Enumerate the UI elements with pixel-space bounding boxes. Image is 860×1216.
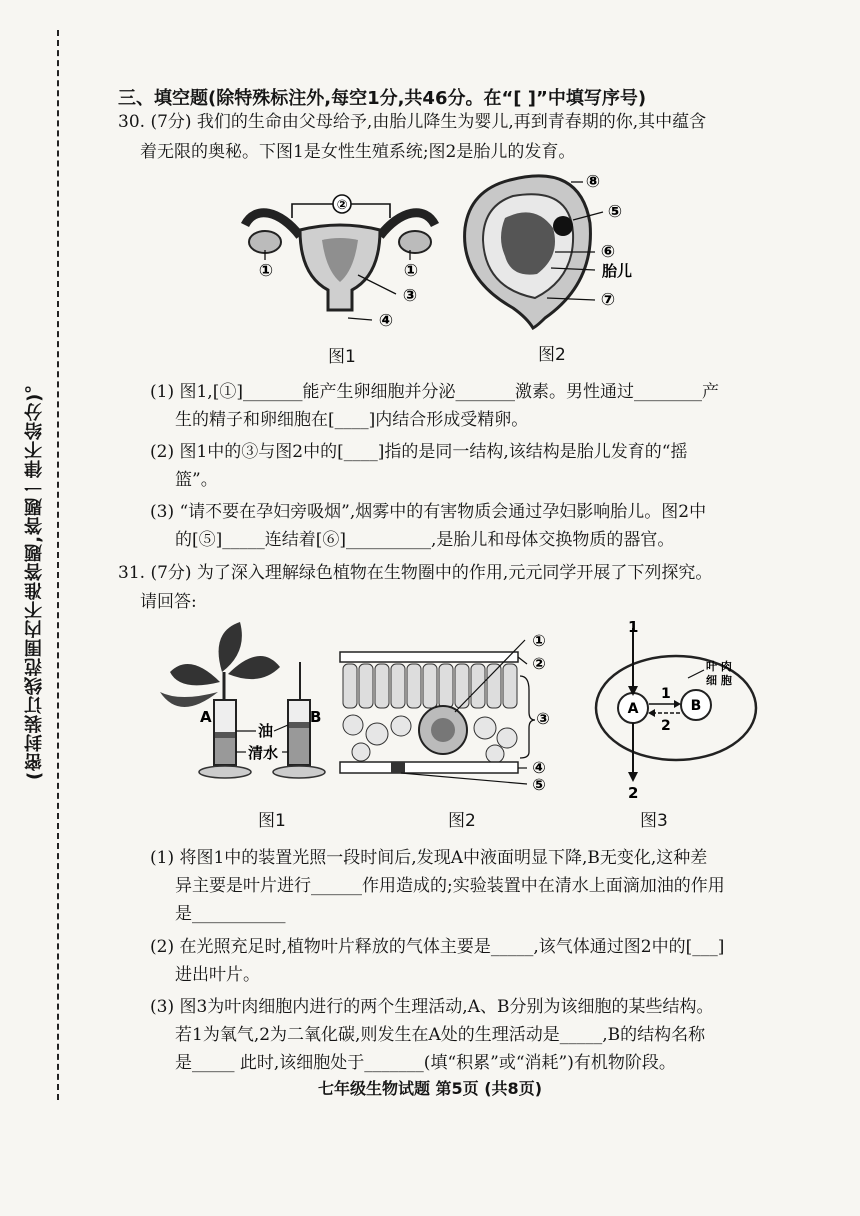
fig1-left-ovary	[249, 231, 281, 253]
q30-fig2-fetus	[455, 168, 655, 336]
q30-sub3-line2: 的[⑤]_____连结着[⑥]__________,是胎儿和母体交换物质的器官。	[175, 530, 675, 550]
q30-sub3-line1: (3) “请不要在孕妇旁吸烟”,烟雾中的有害物质会通过孕妇影响胎儿。图2中	[150, 502, 707, 522]
q31-fig2-caption: 图2	[448, 811, 476, 831]
page-footer: 七年级生物试题 第5页 (共8页)	[317, 1079, 543, 1098]
binding-note: (密封装订线范围内不准答题,答题一律不给分)。	[24, 373, 45, 780]
fig3-label-in-1: 1	[628, 618, 639, 636]
q31-fig1-caption: 图1	[258, 811, 286, 831]
fig1-label-2: ②	[336, 198, 348, 213]
q31-intro-line1: 31. (7分) 为了深入理解绿色植物在生物圈中的作用,元元同学开展了下列探究。	[118, 563, 713, 583]
fig1-label-3: ③	[402, 286, 418, 306]
fig2-label-3: ③	[536, 709, 550, 728]
fig1-leaf-top	[219, 622, 242, 672]
fig2-label-6: ⑥	[600, 242, 616, 262]
fig2-label-2: ②	[532, 654, 546, 673]
q31-fig3-mesophyll-cell	[588, 618, 763, 803]
q31-sub3-line2: 若1为氧气,2为二氧化碳,则发生在A处的生理活动是_____,B的结构名称	[175, 1025, 706, 1045]
q31-sub2-line2: 进出叶片。	[175, 965, 260, 985]
q30-fig2-caption: 图2	[538, 345, 566, 365]
fig1-leaf-low	[160, 692, 218, 707]
q31-fig2-leaf-section	[335, 630, 550, 800]
fig1-label-oil: 油	[258, 722, 274, 740]
fig3-cell-label-line1: 叶 肉	[706, 660, 732, 673]
fig1-label-4: ④	[378, 311, 394, 331]
fig1-label-1-right: ①	[403, 261, 419, 281]
fig3-label-a: A	[627, 701, 639, 717]
fig1-right-ovary	[399, 231, 431, 253]
fig2-label-5: ⑤	[532, 775, 546, 794]
q30-sub1-line2: 生的精子和卵细胞在[____]内结合形成受精卵。	[175, 410, 529, 430]
fig3-label-mid-2: 2	[661, 718, 671, 734]
binding-dashed-line	[57, 30, 59, 1100]
q31-sub3-line1: (3) 图3为叶肉细胞内进行的两个生理活动,A、B分别为该细胞的某些结构。	[150, 997, 714, 1017]
fig1-label-water: 清水	[248, 744, 279, 762]
fig2-label-8: ⑧	[585, 172, 601, 192]
q31-sub1-line1: (1) 将图1中的装置光照一段时间后,发现A中液面明显下降,B无变化,这种差	[150, 848, 708, 868]
fig1-label-a: A	[200, 708, 212, 726]
fig3-label-mid-1: 1	[661, 686, 671, 702]
q30-sub1-line1: (1) 图1,[①]_______能产生卵细胞并分泌_______激素。男性通过________产	[150, 382, 719, 402]
fig2-upper-epidermis	[340, 652, 518, 662]
fig2-label-1: ①	[532, 631, 546, 650]
q31-fig3-caption: 图3	[640, 811, 668, 831]
fig1-label-b: B	[310, 708, 322, 726]
fig2-placenta	[553, 216, 573, 236]
fig2-stoma	[391, 762, 405, 773]
q31-fig1-plant-tubes	[150, 612, 330, 797]
fig1-label-1-left: ①	[258, 261, 274, 281]
q31-sub1-line2: 异主要是叶片进行______作用造成的;实验装置中在清水上面滴加油的作用	[175, 876, 725, 896]
fig1-leaf-left	[170, 664, 220, 685]
q30-fig1-caption: 图1	[328, 347, 356, 367]
fig2-label-7: ⑦	[600, 290, 616, 310]
q30-intro-line1: 30. (7分) 我们的生命由父母给予,由胎儿降生为婴儿,再到青春期的你,其中蕴含	[118, 112, 707, 132]
fig2-label-fetus: 胎儿	[602, 262, 633, 280]
fig3-cell-label-line2: 细 胞	[706, 674, 732, 687]
q31-sub3-line3: 是_____ 此时,该细胞处于_______(填“积累”或“消耗”)有机物阶段。	[175, 1053, 676, 1073]
fig3-label-b: B	[690, 698, 702, 714]
fig2-palisade-layer	[343, 664, 517, 708]
fig3-label-out-2: 2	[628, 784, 639, 802]
q30-sub2-line1: (2) 图1中的③与图2中的[____]指的是同一结构,该结构是胎儿发育的“摇	[150, 442, 688, 462]
fig2-label-5: ⑤	[607, 202, 623, 222]
q30-sub2-line2: 篮”。	[175, 470, 218, 490]
q31-sub2-line1: (2) 在光照充足时,植物叶片释放的气体主要是_____,该气体通过图2中的[___]	[150, 937, 725, 957]
section-title: 三、填空题(除特殊标注外,每空1分,共46分。在“[ ]”中填写序号)	[118, 88, 647, 109]
fig2-label-4: ④	[532, 758, 546, 777]
q31-intro-line2: 请回答:	[140, 592, 197, 612]
fig2-brace	[520, 676, 535, 758]
q30-fig1-reproductive-system	[230, 190, 440, 335]
q31-sub1-line3: 是___________	[175, 904, 286, 924]
fig2-lower-epidermis	[340, 762, 518, 773]
fig1-leaf-right	[228, 656, 280, 679]
q30-intro-line2: 着无限的奥秘。下图1是女性生殖系统;图2是胎儿的发育。	[140, 142, 576, 162]
